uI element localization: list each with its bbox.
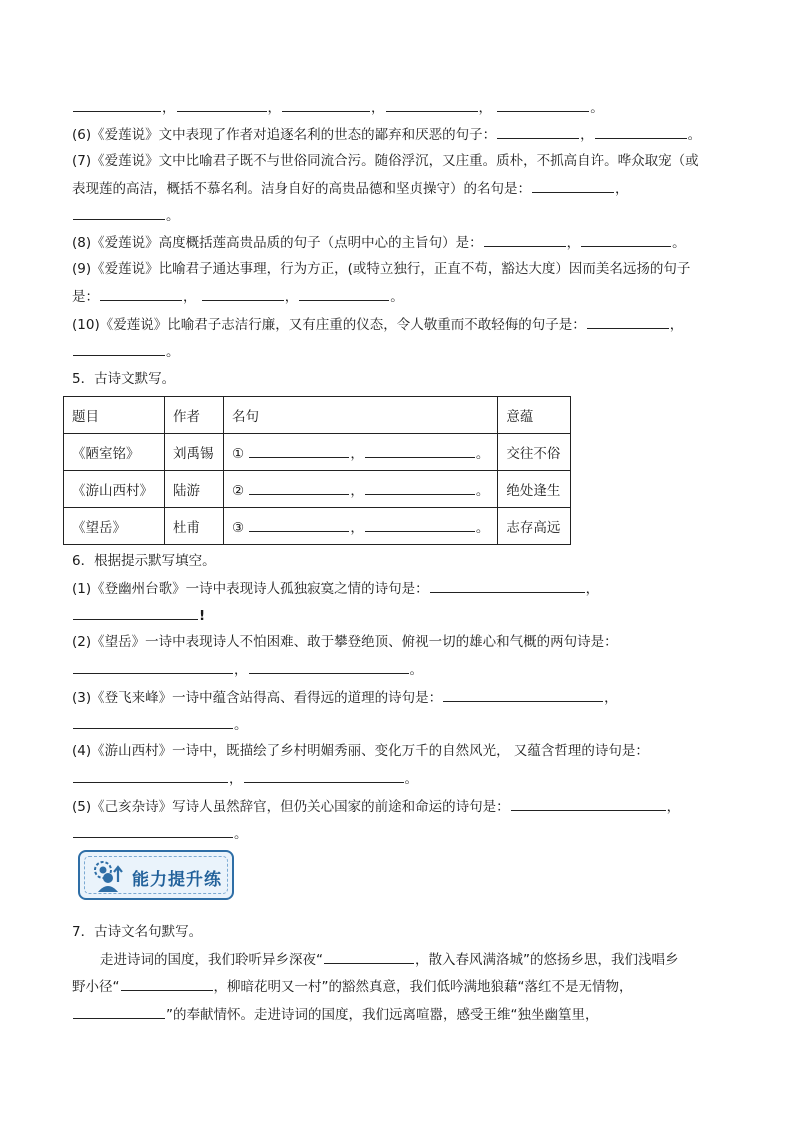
question-6-3: (3)《登飞来峰》一诗中蕴含站得高、看得远的道理的诗句是： ， [72, 687, 734, 708]
question-6-4-blanks: ， 。 [72, 768, 734, 789]
blank[interactable] [73, 205, 165, 220]
blank[interactable] [386, 97, 478, 112]
table-header-row [64, 397, 571, 434]
blank[interactable] [249, 659, 409, 674]
question-9-item: (9)《爱莲说》比喻君子通达事理，行为方正，(或特立独行，正直不苟，豁达大度）因而美名远扬的句子 [72, 261, 691, 277]
table-header-cell: 意蕴 [498, 397, 571, 434]
quote-cell: ② ， 。 [224, 471, 498, 508]
poem-title-cell: 《陋室铭》 [64, 434, 165, 471]
question-5-title: 5．古诗文默写。 [72, 371, 176, 387]
answer-line-5: ， ， ， ， 。 [72, 97, 734, 118]
question-6-1-blank-line: ! [72, 605, 734, 626]
blank[interactable] [365, 443, 475, 458]
poem-table [63, 396, 571, 545]
question-9-blanks: 是： ， ， 。 [72, 286, 734, 307]
question-6-5: (5)《己亥杂诗》写诗人虽然辞官，但仍关心国家的前途和命运的诗句是： ， [72, 796, 734, 817]
blank[interactable] [595, 124, 687, 139]
blank[interactable] [581, 232, 671, 247]
blank[interactable] [249, 480, 349, 495]
blank[interactable] [73, 97, 161, 112]
question-6-2: (2)《望岳》一诗中表现诗人不怕困难、敢于攀登绝顶、俯视一切的雄心和气概的两句诗是： [72, 634, 618, 650]
blank[interactable] [249, 517, 349, 532]
blank[interactable] [282, 97, 370, 112]
question-6-item: (6)《爱莲说》文中表现了作者对追逐名利的世态的鄙弃和厌恶的句子： ， 。 [72, 124, 734, 145]
meaning-cell: 志存高远 [498, 508, 571, 545]
blank[interactable] [249, 443, 349, 458]
table-header-cell: 题目 [64, 397, 165, 434]
blank[interactable] [365, 480, 475, 495]
blank[interactable] [244, 768, 404, 783]
quote-cell: ① ， 。 [224, 434, 498, 471]
blank[interactable] [430, 578, 585, 593]
question-10-blank-line: 。 [72, 341, 734, 362]
blank[interactable] [73, 659, 233, 674]
table-row [64, 508, 571, 545]
question-7-blank-line: 。 [72, 205, 734, 226]
blank[interactable] [177, 97, 267, 112]
blank[interactable] [100, 286, 182, 301]
blank[interactable] [497, 97, 589, 112]
question-8-item: (8)《爱莲说》高度概括莲高贵品质的句子（点明中心的主旨句）是： ， 。 [72, 232, 734, 253]
blank[interactable] [587, 314, 669, 329]
blank[interactable] [73, 768, 228, 783]
question-7-item-cont: 表现莲的高洁，概括不慕名利。洁身自好的高贵品德和坚贞操守）的名句是： ， [72, 178, 734, 199]
blank[interactable] [73, 341, 165, 356]
blank[interactable] [484, 232, 566, 247]
blank[interactable] [73, 605, 198, 620]
question-7-passage: 走进诗词的国度，我们聆听异乡深夜“ ，散入春风满洛城”的悠扬乡思，我们浅唱乡 [100, 949, 734, 970]
question-7-title: 7．古诗文名句默写。 [72, 924, 203, 940]
question-7-item: (7)《爱莲说》文中比喻君子既不与世俗同流合污。随俗浮沉，又庄重。质朴，不抓高自许。哗众取宠（或 [72, 153, 699, 169]
poem-title-cell: 《游山西村》 [64, 471, 165, 508]
question-10-item: (10)《爱莲说》比喻君子志洁行廉，又有庄重的仪态，令人敬重而不敢轻侮的句子是： ， [72, 314, 734, 335]
blank[interactable] [121, 976, 213, 991]
table-row [64, 471, 571, 508]
blank[interactable] [73, 1004, 165, 1019]
blank[interactable] [324, 949, 414, 964]
author-cell: 刘禹锡 [165, 434, 224, 471]
table-header-cell: 作者 [165, 397, 224, 434]
question-6-5-blank-line: 。 [72, 823, 734, 844]
quote-cell: ③ ， 。 [224, 508, 498, 545]
question-6-3-blank-line: 。 [72, 714, 734, 735]
question-7-passage-cont: ”的奉献情怀。走进诗词的国度，我们远离喧嚣，感受王维“独坐幽篁里， [72, 1004, 734, 1025]
meaning-cell: 交往不俗 [498, 434, 571, 471]
blank[interactable] [299, 286, 389, 301]
blank[interactable] [73, 714, 233, 729]
blank[interactable] [73, 823, 233, 838]
author-cell: 陆游 [165, 471, 224, 508]
question-6-title: 6．根据提示默写填空。 [72, 553, 216, 569]
question-7-passage-cont: 野小径“ ，柳暗花明又一村”的豁然真意，我们低吟满地狼藉“落红不是无情物， [72, 976, 734, 997]
poem-title-cell: 《望岳》 [64, 508, 165, 545]
table-header-cell: 名句 [224, 397, 498, 434]
blank[interactable] [532, 178, 614, 193]
ability-section-badge [78, 850, 234, 900]
blank[interactable] [443, 687, 603, 702]
question-6-2-blanks: ， 。 [72, 659, 734, 680]
question-6-1: (1)《登幽州台歌》一诗中表现诗人孤独寂寞之情的诗句是： ， [72, 578, 734, 599]
blank[interactable] [497, 124, 579, 139]
blank[interactable] [202, 286, 284, 301]
question-6-4: (4)《游山西村》一诗中，既描绘了乡村明媚秀丽、变化万千的自然风光， 又蕴含哲理的诗句是： [72, 743, 649, 759]
badge-label: 能力提升练 [132, 870, 222, 890]
meaning-cell: 绝处逢生 [498, 471, 571, 508]
student-gear-icon [90, 858, 126, 894]
table-row [64, 434, 571, 471]
blank[interactable] [511, 796, 666, 811]
author-cell: 杜甫 [165, 508, 224, 545]
blank[interactable] [365, 517, 475, 532]
